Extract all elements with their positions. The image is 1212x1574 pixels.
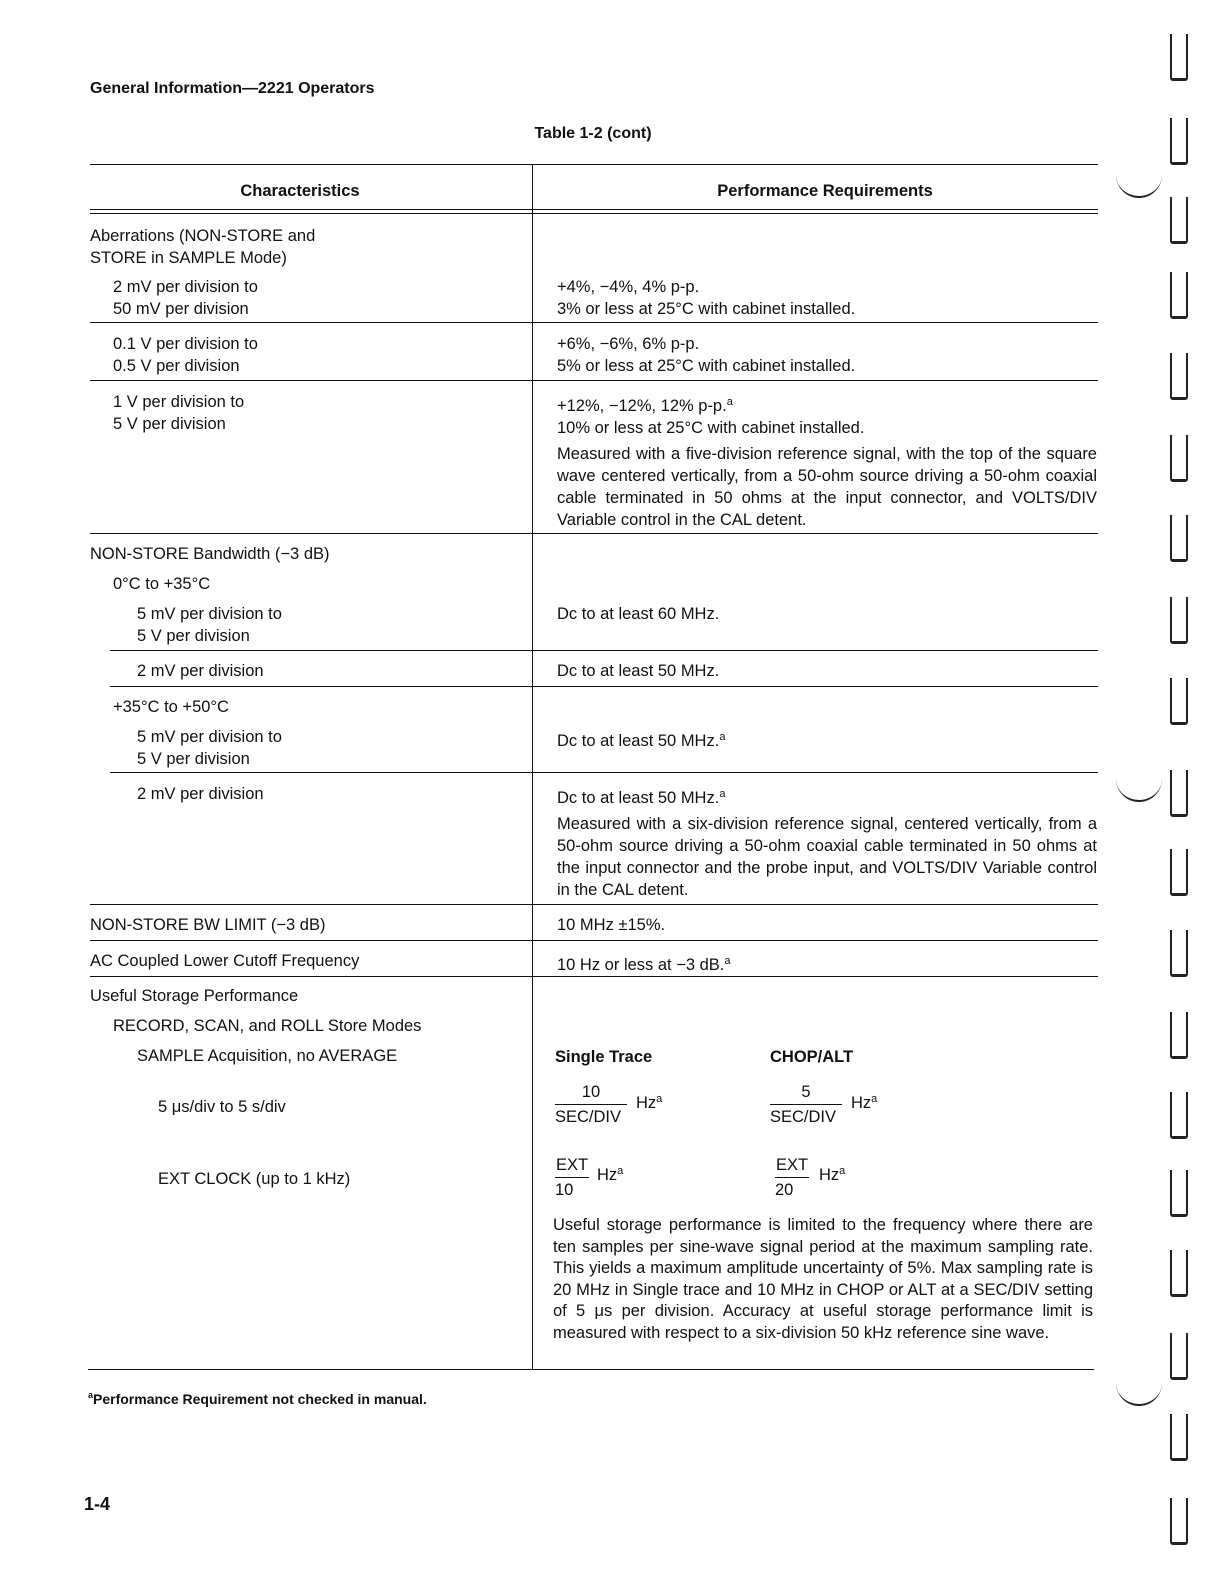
row-rule [90, 976, 1098, 977]
running-header: General Information—2221 Operators [90, 80, 375, 97]
bandwidth-c-performance: Dc to at least 50 MHz.$^a$ [557, 731, 726, 750]
bandwidth-heading: NON-STORE Bandwidth (−3 dB) [90, 545, 330, 563]
column-header-characteristics: Characteristics [240, 182, 360, 200]
ac-coupled-performance: 10 Hz or less at −3 dB.$^a$ [557, 955, 731, 974]
footnote-marker: a [724, 955, 731, 967]
binder-ring [1170, 1012, 1188, 1059]
footnote-marker: a [88, 1390, 94, 1400]
row-rule [110, 772, 1098, 773]
punch-hole [1116, 1380, 1162, 1406]
aberrations-row2-characteristic: 0.1 V per division to 0.5 V per division [113, 335, 258, 375]
row1-chop-unit: Hz$^a$ [851, 1093, 878, 1112]
binder-ring [1170, 1170, 1188, 1217]
single-trace-heading: Single Trace [555, 1048, 653, 1066]
binder-ring [1170, 353, 1188, 400]
column-divider [532, 164, 533, 1370]
row-rule [90, 380, 1098, 381]
binder-ring [1170, 1414, 1188, 1461]
row2-chop-fraction: EXT 20 [775, 1156, 809, 1199]
row-rule [110, 650, 1098, 651]
aberrations-row1-characteristic: 2 mV per division to 50 mV per division [113, 278, 258, 318]
bandwidth-d-characteristic: 2 mV per division [137, 785, 264, 803]
table-title: Table 1-2 (cont) [534, 125, 652, 142]
binder-ring [1170, 930, 1188, 977]
storage-heading: Useful Storage Performance [90, 987, 299, 1005]
row2-single-unit: Hz$^a$ [597, 1165, 624, 1184]
footnote-marker: a [839, 1165, 846, 1177]
table-top-rule [90, 164, 1098, 165]
binder-ring [1170, 597, 1188, 644]
footnote-marker: a [726, 396, 733, 408]
aberrations-row3-performance: +12%, −12%, 12% p-p.$^a$ 10% or less at 25°C with cabinet installed. [557, 396, 865, 437]
bw-limit-characteristic: NON-STORE BW LIMIT (−3 dB) [90, 916, 326, 934]
storage-row1-characteristic: 5 μs/div to 5 s/div [158, 1098, 286, 1116]
binder-ring [1170, 272, 1188, 319]
footnote-marker: a [656, 1093, 663, 1105]
bandwidth-d-performance: Dc to at least 50 MHz.$^a$ [557, 788, 726, 807]
row-rule [90, 322, 1098, 323]
row-rule [110, 686, 1098, 687]
storage-row2-characteristic: EXT CLOCK (up to 1 kHz) [158, 1170, 351, 1188]
aberrations-row1-performance: +4%, −4%, 4% p-p. 3% or less at 25°C with cabinet installed. [557, 278, 856, 318]
row-rule [90, 533, 1098, 534]
ac-coupled-characteristic: AC Coupled Lower Cutoff Frequency [90, 952, 360, 970]
binder-ring [1170, 1333, 1188, 1380]
page-number: 1-4 [84, 1494, 111, 1514]
bandwidth-b-performance: Dc to at least 50 MHz. [557, 662, 720, 680]
binder-ring [1170, 849, 1188, 896]
binder-ring [1170, 515, 1188, 562]
footnote-marker: a [871, 1093, 878, 1105]
storage-modes: RECORD, SCAN, and ROLL Store Modes [113, 1017, 422, 1035]
footnote-marker: a [617, 1165, 624, 1177]
table-bottom-rule [88, 1369, 1094, 1370]
footnote-marker: a [719, 731, 726, 743]
bandwidth-c-characteristic: 5 mV per division to 5 V per division [137, 728, 282, 768]
bandwidth-range1: 0°C to +35°C [113, 575, 211, 593]
binder-ring [1170, 1498, 1188, 1545]
row1-chop-fraction: 5 SEC/DIV [770, 1082, 842, 1127]
binder-ring [1170, 435, 1188, 482]
punch-hole [1116, 172, 1162, 198]
bw-limit-performance: 10 MHz ±15%. [557, 916, 666, 934]
row1-single-fraction: 10 SEC/DIV [555, 1082, 627, 1127]
bandwidth-a-performance: Dc to at least 60 MHz. [557, 605, 720, 623]
row2-single-fraction: EXT 10 [555, 1156, 589, 1199]
binder-ring [1170, 678, 1188, 725]
row2-chop-unit: Hz$^a$ [819, 1165, 846, 1184]
storage-acquisition: SAMPLE Acquisition, no AVERAGE [137, 1047, 398, 1065]
row-rule [90, 940, 1098, 941]
binder-ring [1170, 34, 1188, 81]
aberrations-row3-characteristic: 1 V per division to 5 V per division [113, 393, 245, 433]
footnote-marker: a [719, 788, 726, 800]
bandwidth-note: Measured with a six-division reference signal, centered vertically, from a 50-ohm source driving a 50-ohm coaxial cable terminated in 50 ohms at the input connector and the probe input, and VOLTS/DIV Variable control in the CAL detent. [557, 815, 1097, 899]
header-rule [90, 213, 1098, 214]
binder-ring [1170, 770, 1188, 817]
bandwidth-range2: +35°C to +50°C [113, 698, 229, 716]
bandwidth-b-characteristic: 2 mV per division [137, 662, 264, 680]
storage-note: Useful storage performance is limited to the frequency where there are ten samples per sine-wave signal period at the maximum sampling rate. This yields a maximum amplitude uncertainty of 5%. Max sampling rate is 20 MHz in Single trace and 10 MHz in CHOP or ALT at a SEC/DIV setting of 5 μs per division. Accuracy at useful storage performance limit is measured with respect to a six-division 50 kHz reference sine wave. [553, 1216, 1093, 1342]
aberrations-heading: Aberrations (NON-STORE and STORE in SAMPLE Mode) [90, 227, 316, 267]
aberrations-row2-performance: +6%, −6%, 6% p-p. 5% or less at 25°C with cabinet installed. [557, 335, 856, 375]
punch-hole [1116, 776, 1162, 802]
chop-alt-heading: CHOP/ALT [770, 1048, 854, 1066]
aberrations-note: Measured with a five-division reference signal, with the top of the square wave centered vertically, from a 50-ohm source driving a 50-ohm coaxial cable terminated in 50 ohms at the input connector, and VOLTS/DIV Variable control in the CAL detent. [557, 445, 1097, 529]
row1-single-unit: Hz$^a$ [636, 1093, 663, 1112]
bandwidth-a-characteristic: 5 mV per division to 5 V per division [137, 605, 282, 645]
column-header-performance: Performance Requirements [717, 182, 933, 200]
row-rule [90, 904, 1098, 905]
header-rule [90, 209, 1098, 210]
binder-ring [1170, 1250, 1188, 1297]
binder-ring [1170, 197, 1188, 244]
footnote: $^a$Performance Requirement not checked in manual. [88, 1390, 427, 1407]
binder-ring [1170, 1092, 1188, 1139]
